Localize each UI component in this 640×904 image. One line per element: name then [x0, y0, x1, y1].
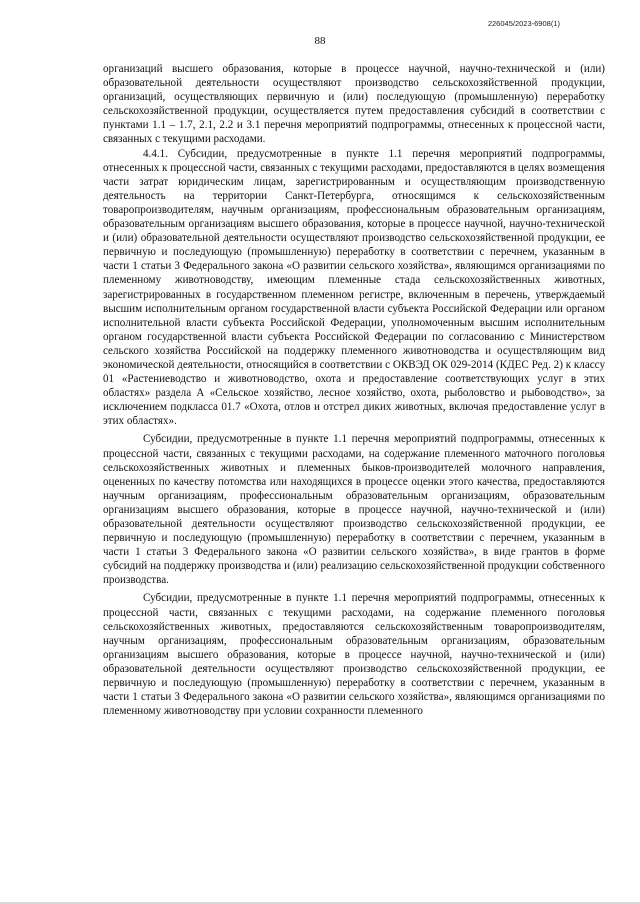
paragraph-4-4-1: 4.4.1. Субсидии, предусмотренные в пункте 1.1 перечня мероприятий подпрограммы, отнесенных к процессной части, связанных с текущими расходами, предоставляются в целях возмещения части затрат юридическим лицам, зарегистрированным и осуществляющим производственную деятельность на территории Санкт-Петербурга, относящимся к сельскохозяйственным товаропроизводителям, научным организациям, профессиональным образовательным организациям, образовательным организациям высшего образования, которые в процессе научной, научно-технической и (или) образовательной деятельности осуществляют производство сельскохозяйственной продукции, ее первичную и последующую (промышленную) переработку в соответствии с перечнем, указанным в части 1 статьи 3 Федерального закона «О развитии сельского хозяйства», являющимся организациями по племенному животноводству, имеющим племенные стада сельскохозяйственных животных, зарегистрированных в государственном племенном регистре, включенным в перечень, утверждаемый высшим исполнительным органом государственной власти субъекта Российской Федерации или органом исполнительной власти субъекта Российской Федерации, уполномоченным высшим исполнительным органом государственной власти субъекта Российской Федерации по согласованию с Министерством сельского хозяйства Российской на поддержку племенного животноводства и осуществляющим вид экономической деятельности, относящийся в соответствии с ОКВЭД ОК 029-2014 (КДЕС Ред. 2) к классу 01 «Растениеводство и животноводство, охота и предоставление соответствующих услуг в этих областях» раздела А «Сельское хозяйство, лесное хозяйство, охота, рыболовство и рыбоводство», за исключением подкласса 01.7 «Охота, отлов и отстрел диких животных, включая предоставление услуг в этих областях». [103, 147, 605, 428]
page-number: 88 [314, 35, 326, 47]
document-body [103, 62, 605, 718]
paragraph-subsidies-breeding-livestock: Субсидии, предусмотренные в пункте 1.1 перечня мероприятий подпрограммы, отнесенных к процессной части, связанных с текущими расходами, на содержание племенного поголовья сельскохозяйственных животных, предоставляются сельскохозяйственным товаропроизводителям, научным организациям, профессиональным образовательным организациям, образовательным организациям высшего образования, которые в процессе научной, научно-технической и (или) образовательной деятельности осуществляют производство сельскохозяйственной продукции, ее первичную и последующую (промышленную) переработку в соответствии с перечнем, указанным в части 1 статьи 3 Федерального закона «О развитии сельского хозяйства», являющимся организациями по племенному животноводству при условии сохранности племенного [103, 592, 605, 718]
document-id: 226045/2023-6908(1) [487, 19, 560, 28]
paragraph-subsidies-breeding-stock: Субсидии, предусмотренные в пункте 1.1 перечня мероприятий подпрограммы, отнесенных к процессной части, связанных с текущими расходами, на содержание племенного маточного поголовья сельскохозяйственных животных и племенных быков-производителей молочного направления, оцененных по качеству потомства или находящихся в процессе оценки этого качества, предоставляются научным организациям, профессиональным образовательным организациям, образовательным организациям высшего образования, которые в процессе научной, научно-технической и (или) образовательной деятельности осуществляют производство сельскохозяйственной продукции, ее первичную и последующую (промышленную) переработку в соответствии с перечнем, указанным в части 1 статьи 3 Федерального закона «О развитии сельского хозяйства», в виде грантов в форме субсидий на поддержку производства и (или) реализацию сельскохозяйственной продукции собственного производства. [103, 433, 605, 587]
paragraph-continuation: организаций высшего образования, которые в процессе научной, научно-технической и (или) образовательной деятельности осуществляют производство сельскохозяйственной продукции, организаций, осуществляющих первичную и (или) последующую (промышленную) переработку сельскохозяйственной продукции, осуществляется путем предоставления субсидий в соответствии с пунктами 1.1 – 1.7, 2.1, 2.2 и 3.1 перечня мероприятий подпрограммы, отнесенных к процессной части, связанных с текущими расходами. [103, 63, 605, 146]
